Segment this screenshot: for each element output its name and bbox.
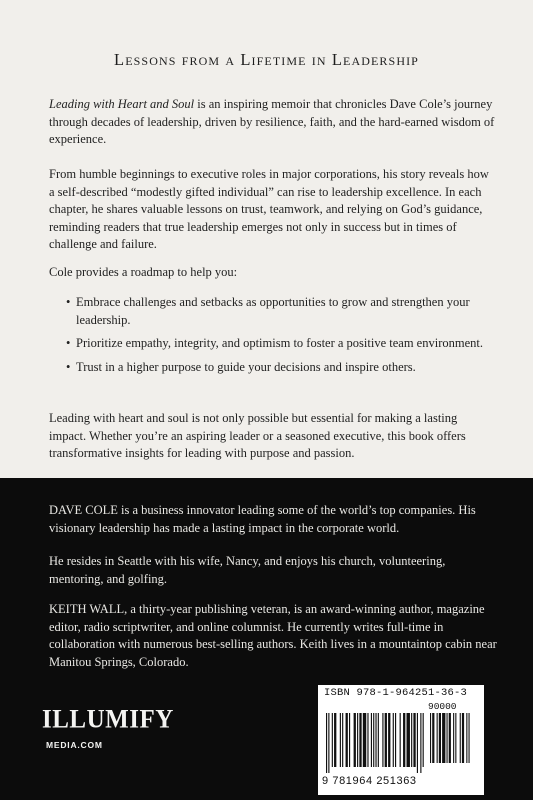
- publisher-logo-wordmark: ILLUMIFY: [42, 705, 174, 734]
- isbn-barcode: [318, 685, 484, 795]
- price-code: 90000: [428, 701, 457, 712]
- publisher-logo-subtitle: MEDIA.COM: [46, 740, 103, 750]
- bullet-item: • Prioritize empathy, integrity, and optimism to foster a positive team environment.: [66, 335, 486, 353]
- intro-paragraph-rest: is an inspiring memoir that chronicles Dave Cole’s journey through decades of leadership, driven by resilience, faith, and the hard-earned wisdom of experience.: [49, 97, 495, 147]
- intro-paragraph: [49, 96, 495, 149]
- publisher-logo: [42, 700, 192, 764]
- dave-cole-personal: He resides in Seattle with his wife, Nancy, and enjoys his church, volunteering, mentoring, and golfing.: [49, 554, 446, 586]
- dave-cole-bio: DAVE COLE is a business innovator leading some of the world’s top companies. His visionary leadership has made a lasting impact in the corporate world.: [49, 503, 476, 535]
- cover-heading: Lessons from a Lifetime in Leadership: [114, 50, 419, 69]
- roadmap-bullet-list: [66, 294, 486, 382]
- keith-wall-bio: KEITH WALL, a thirty-year publishing veteran, is an award-winning author, magazine editor, radio scriptwriter, and online columnist. He currently writes full-time in collaboration with numerous best-selling authors. Keith lives in a mountaintop cabin near Manitou Springs, Colorado.: [49, 602, 497, 669]
- barcode-digits: 9 781964 251363: [322, 775, 417, 787]
- closing-paragraph: Leading with heart and soul is not only possible but essential for making a lasting impact. Whether you’re an aspiring leader or a seasoned executive, this book offers transformative insights for leading with purpose and passion.: [49, 411, 466, 461]
- addon-barcode-bars: [430, 713, 478, 769]
- bullet-item: • Trust in a higher purpose to guide your decisions and inspire others.: [66, 359, 486, 377]
- book-title-italic: Leading with Heart and Soul: [49, 97, 195, 111]
- roadmap-intro: Cole provides a roadmap to help you:: [49, 265, 238, 279]
- ean-barcode-bars: [326, 713, 426, 773]
- isbn-label: ISBN 978-1-964251-36-3: [324, 687, 468, 699]
- bullet-item: • Embrace challenges and setbacks as opportunities to grow and strengthen your leadership.: [66, 294, 486, 329]
- author-bio-panel: [0, 478, 533, 800]
- story-paragraph: From humble beginnings to executive roles in major corporations, his story reveals how a self-described “modestly gifted individual” can rise to leadership excellence. In each chapter, he shares valuable lessons on trust, teamwork, and relying on God’s guidance, reminding readers that true leadership emerges not only in success but in times of challenge and failure.: [49, 167, 489, 252]
